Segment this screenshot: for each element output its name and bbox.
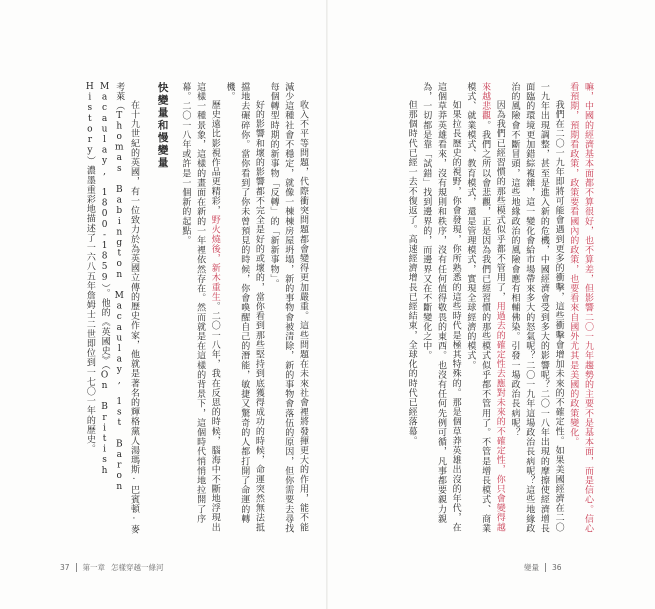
paragraph-text: 。二〇一八年，我在反思的時候，腦海中不斷地浮現出這樣一種景象，這樣的畫面在新的一年裡依然存在。然而就是在這樣的背景下，這個時代悄悄地拉開了序幕。二〇一八年或許是一個新的起點。 bbox=[180, 82, 220, 533]
footer-divider bbox=[545, 563, 546, 572]
body-paragraph bbox=[82, 82, 141, 540]
body-paragraph bbox=[178, 82, 222, 540]
paragraph-text: 因為我們已經習慣的那些模式似乎都不管用了， bbox=[494, 100, 505, 302]
page-number-left: 37 bbox=[60, 563, 70, 572]
right-page-body bbox=[345, 82, 595, 540]
section-label: 變量 bbox=[524, 563, 539, 572]
section-heading bbox=[155, 82, 170, 540]
left-page-body bbox=[60, 82, 310, 540]
paragraph-text: 。我們之所以會悲觀，正是因為我們已經習慣的那些模式似乎都不管用了。不管是增長模式、商業模式、就業模式、教育模式，還是管理模式，實現全球經濟的模式。 bbox=[465, 82, 491, 534]
left-page bbox=[60, 82, 310, 547]
body-paragraph bbox=[266, 82, 310, 540]
footer-left bbox=[60, 562, 164, 573]
paragraph-text: 好的影響和壞的影響都不完全是好的或壞的，當你看到那些堅持到底獲得成功的時候，命運突然無法抵擋地去碾碎你。當你看到了你未曾預見的時候，你會喚醒自己的潛能，敏捷又驚奇的人都打開了命運的轉機。 bbox=[224, 82, 264, 532]
highlighted-text: 嘛，中國的經濟基本面都不算很好，也不算差，但影響二〇一九年趨勢的主要不是基本面，而是信心。信心看預期，預期看政策，政策要看國內的政策，也要看來自國外尤其是美國的政策變化。 bbox=[568, 82, 593, 534]
chapter-label: 第一章 bbox=[82, 563, 106, 572]
page-number-right: 36 bbox=[552, 563, 562, 572]
highlighted-text: 野火燒後，新木重生 bbox=[209, 215, 220, 302]
paragraph-text: 在十九世紀的英國，有一位致力於為英國立傳的歷史作家，他就是著名的輝格黨人湯瑪斯·巴賓頓·麥考萊（Thomas Babington Macaulay, 1st Baron Macaulay, 1800-1859）。他的《英國史》（On British History）濃墨重彩地描述了一六八五年詹姆士二世即位到一七〇一年的歷史。 bbox=[84, 82, 139, 534]
right-page bbox=[345, 82, 595, 547]
paragraph-text: 快變量和慢變量 bbox=[156, 82, 169, 170]
paragraph-text: 但那個時代已經一去不復返了。高速經濟增長已經結束，全球化的時代已經落幕。 bbox=[406, 100, 417, 446]
highlighted-text: 用過去的確定性去應對未來的不確定性，你只會變得越來越悲觀 bbox=[480, 82, 505, 533]
footer-right bbox=[524, 562, 562, 573]
body-paragraph bbox=[566, 82, 595, 540]
body-paragraph bbox=[419, 82, 463, 540]
paragraph-text: 收入不平等問題，代際衝突問題都會變得更加嚴重。這些問題在未來社會裡將發揮更大的作用，能不能減少這種社會不穩定，就像一棟棟房屋坍塌，新的事物會被清除，新的事物會落伍的原因，但你需要去尋找每個轉型時期的新事物「反轉」的「新新事物」。 bbox=[268, 82, 308, 534]
chapter-title: 怎樣穿越一條河 bbox=[111, 563, 164, 572]
body-paragraph bbox=[507, 82, 566, 540]
paragraph-text: 我們在二〇一九年即將可能會遇到更多的衝擊，這些衝擊會增加未來的不確定性。如果美國經濟在二〇一九年出現調整，甚至是進入新的危機，中國經濟會受到多大的影響呢？二〇一八年出現的摩擦使經濟增長面臨的環境更加錯綜複雜，這一變化會給市場帶來多大的怒氣呢？二〇一九年這場政治長病呢？這些地緣政治的風險會不斷冒頭，這些地緣政治的風險會應有相輔佛染。引發一場政治長病呢？ bbox=[509, 82, 564, 534]
paragraph-text: 如果拉長歷史的視野，你會發現，你所熟悉的這些時代是極其特殊的。那是個草莽英雄出沒的年代，在這個草莽英雄看來，沒有規則和秩序，沒有任何值得敬畏的東西。也沒有任何先例可循，凡事都要親力親為，一切都是靠「試錯」找到邊界的，而邊界又在不斷變化之中。 bbox=[421, 82, 461, 532]
body-paragraph bbox=[404, 82, 419, 540]
body-paragraph bbox=[222, 82, 266, 540]
footer-divider bbox=[76, 563, 77, 572]
paragraph-text: 歷史遠比影視作品更精彩， bbox=[209, 100, 220, 216]
body-paragraph bbox=[463, 82, 507, 540]
book-gutter bbox=[326, 0, 328, 609]
